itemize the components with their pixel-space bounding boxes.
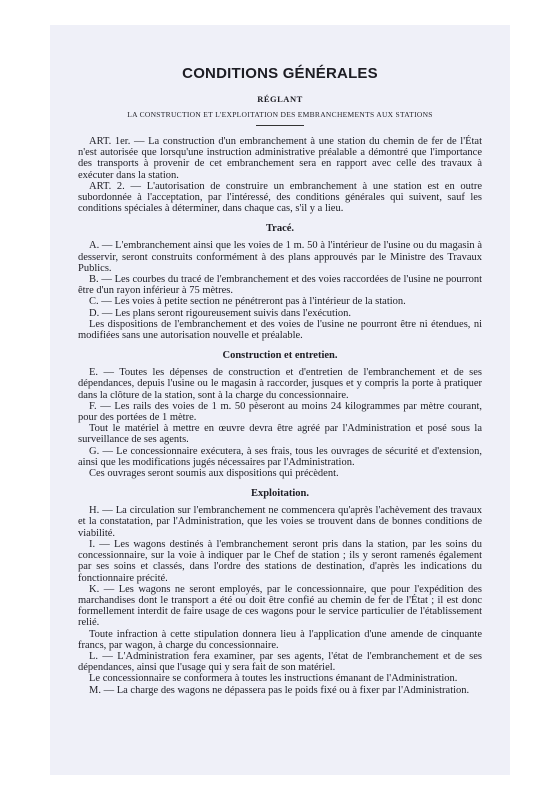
paragraph-c: C. — Les voies à petite section ne pénétreront pas à l'intérieur de la station. bbox=[89, 296, 406, 308]
paragraph-d: D. — Les plans seront rigoureusement suivis dans l'exécution. bbox=[89, 307, 352, 319]
paragraph-ouvrages: Ces ouvrages seront soumis aux dispositions qui précèdent. bbox=[89, 468, 339, 480]
paragraph-h: H. — La circulation sur l'embranchement ne commencera qu'après l'achèvement des travaux et la constatation, par l'Administration, que les voies se trouvent dans de bonnes conditions de viabilité. bbox=[78, 505, 482, 539]
document-subtitle: RÉGLANT bbox=[257, 94, 303, 104]
document-subtitle-detail: LA CONSTRUCTION ET L'EXPLOITATION DES EMBRANCHEMENTS AUX STATIONS bbox=[127, 110, 433, 119]
article-2: ART. 2. — L'autorisation de construire un embranchement à une station est en outre subordonnée à l'acceptation, par l'intéressé, des conditions générales qui suivent, sauf les conditions spéciales à déterminer, dans chaque cas, s'il y a lieu. bbox=[78, 180, 482, 215]
paragraph-materiel: Tout le matériel à mettre en œuvre devra être agréé par l'Administration et posé sous la surveillance de ses agents. bbox=[78, 423, 482, 446]
paragraph-i: I. — Les wagons destinés à l'embranchement seront pris dans la station, par les soins du concessionnaire, sur la voie à indiquer par le Chef de station ; ils y seront ramenés également par ses soins et classés, dans l'ordre des stations de destination, d'après les indications du fonctionnaire précité. bbox=[78, 538, 482, 584]
paragraph-g: G. — Le concessionnaire exécutera, à ses frais, tous les ouvrages de sécurité et d'extension, ainsi que les modifications jugés nécessaires par l'Administration. bbox=[78, 445, 482, 468]
paragraph-b: B. — Les courbes du tracé de l'embranchement et des voies raccordées de l'usine ne pourront être d'un rayon inférieur à 75 mètres. bbox=[78, 274, 482, 297]
paragraph-a: A. — L'embranchement ainsi que les voies de 1 m. 50 à l'intérieur de l'usine ou du magasin à desservir, seront construits conformément à des plans approuvés par le Ministre des Travaux Publics. bbox=[78, 240, 482, 274]
paragraph-l: L. — L'Administration fera examiner, par ses agents, l'état de l'embranchement et de ses dépendances, ainsi que l'usage qui y sera fait de son matériel. bbox=[78, 650, 482, 674]
title-divider bbox=[256, 125, 304, 126]
section-heading-trace: Tracé. bbox=[265, 223, 295, 235]
paragraph-instructions: Le concessionnaire se conformera à toutes les instructions émanant de l'Administration. bbox=[89, 673, 458, 685]
section-heading-construction: Construction et entretien. bbox=[222, 350, 338, 362]
paragraph-k: K. — Les wagons ne seront employés, par le concessionnaire, que pour l'expédition des marchandises dont le transport a été ou doit être confié au chemin de fer de l'État ; il est donc formellement interdit de faire usage de ces wagons pour le service particulier de l'établissement relié. bbox=[78, 583, 482, 629]
document-content bbox=[50, 25, 510, 775]
paragraph-m: M. — La charge des wagons ne dépassera pas le poids fixé ou à fixer par l'Administration. bbox=[89, 684, 470, 696]
paragraph-f: F. — Les rails des voies de 1 m. 50 pèseront au moins 24 kilogrammes par mètre courant, pour des portées de 1 mètre. bbox=[78, 400, 482, 424]
section-heading-exploitation: Exploitation. bbox=[250, 488, 310, 500]
paragraph-e: E. — Toutes les dépenses de construction et d'entretien de l'embranchement et de ses dépendances, depuis l'usine ou le magasin à raccorder, jusques et y compris la porte à pratiquer dans la clôture de la station, sont à la charge du concessionnaire. bbox=[78, 367, 482, 401]
article-1: ART. 1er. — La construction d'un embranchement à une station du chemin de fer de l'État n'est autorisée que lorsqu'une instruction administrative préalable a démontré que l'importance des transports à provenir de cet embranchement sera en rapport avec celle des travaux à exécuter dans la station. bbox=[78, 136, 482, 181]
document-page bbox=[50, 25, 510, 775]
paragraph-trace-note: Les dispositions de l'embranchement et des voies de l'usine ne pourront être ni étendues, ni modifiées sans une autorisation nouvelle et préalable. bbox=[78, 318, 482, 342]
document-title: CONDITIONS GÉNÉRALES bbox=[182, 65, 378, 82]
paragraph-amende: Toute infraction à cette stipulation donnera lieu à l'application d'une amende de cinquante francs, par wagon, à charge du concessionnaire. bbox=[78, 628, 482, 651]
